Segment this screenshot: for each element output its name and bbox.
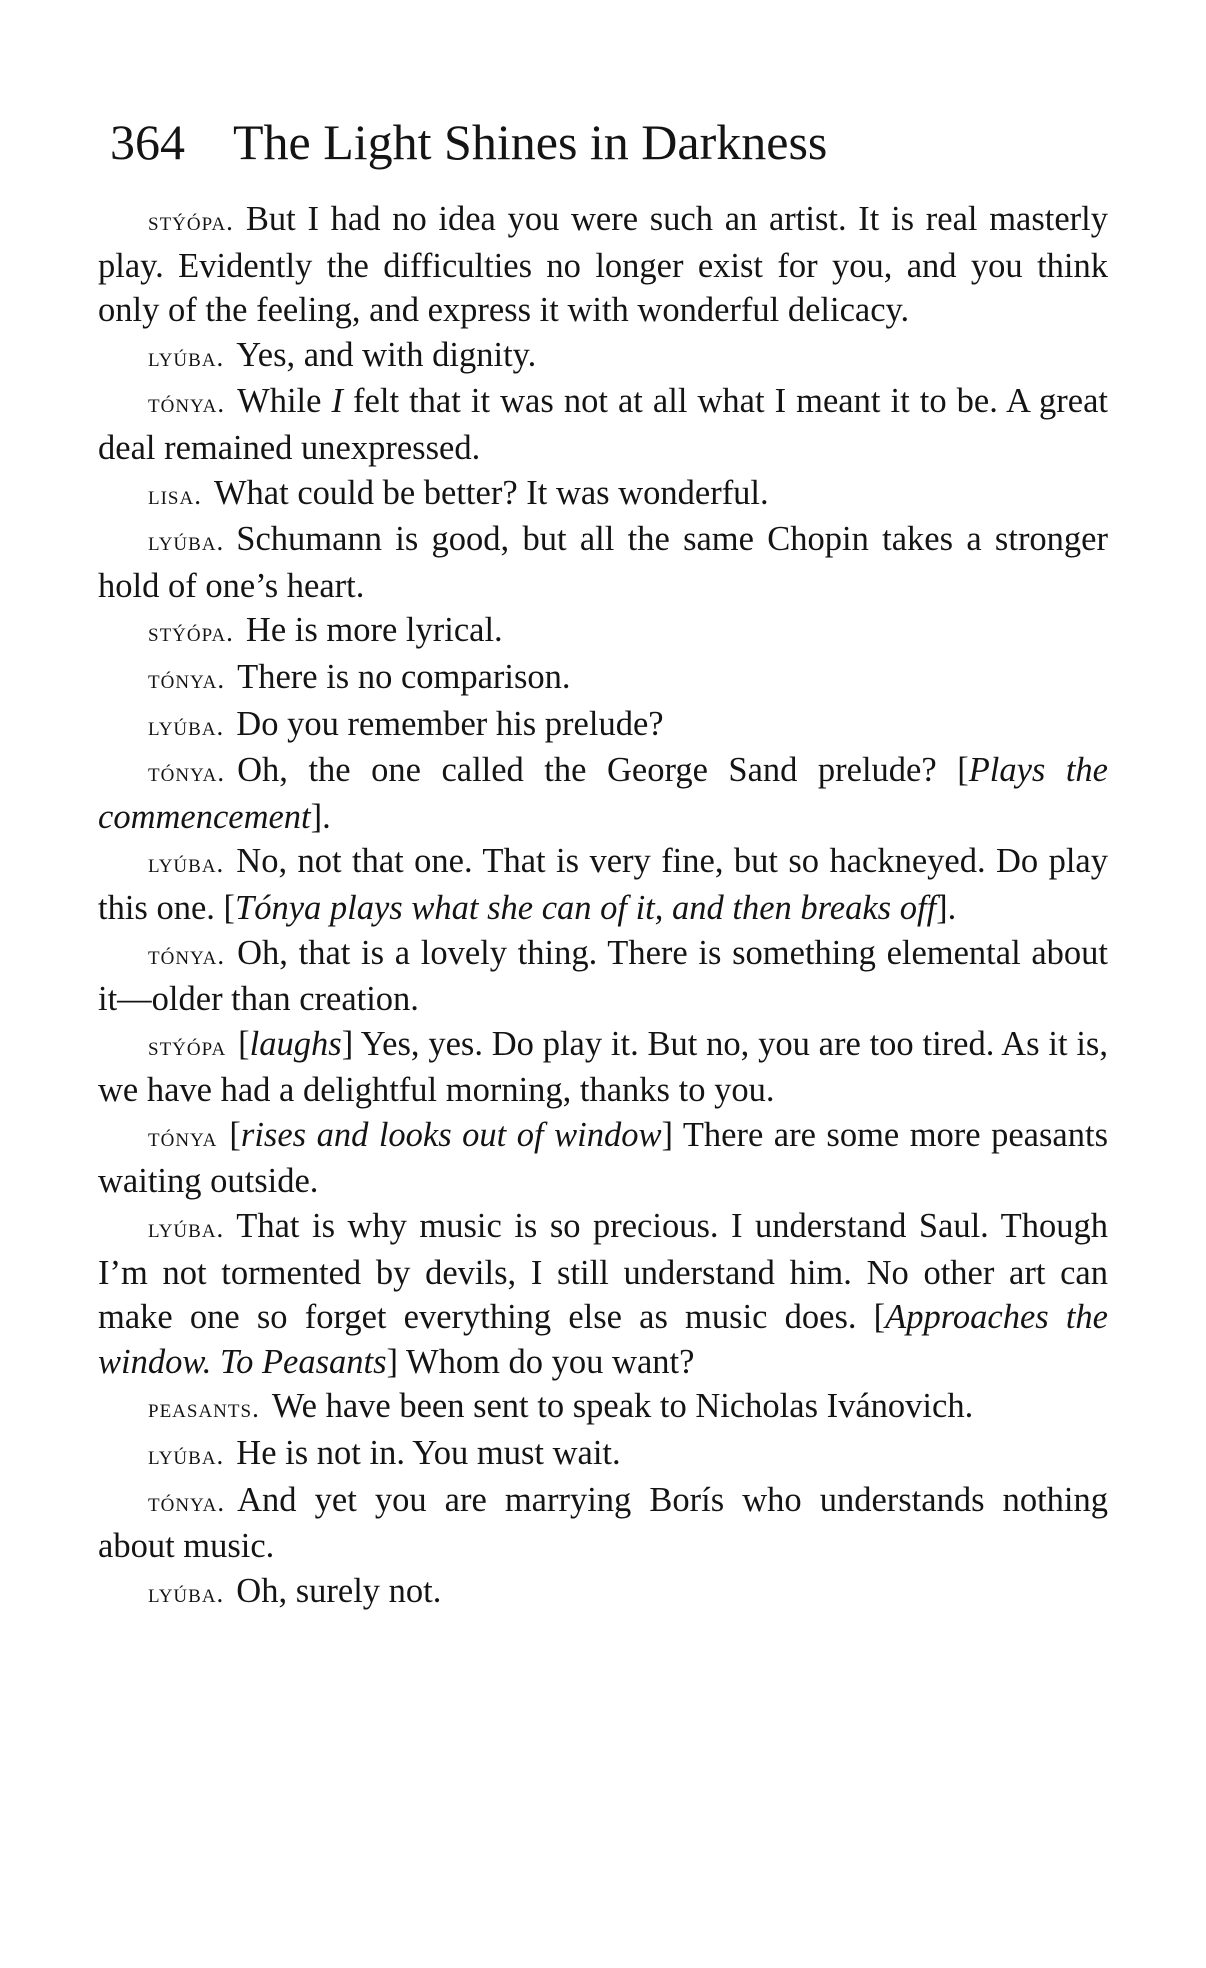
- speech-text: ] Whom do you want?: [386, 1342, 695, 1381]
- speech-text: That is why music is so precious. I understand Saul. Though I’m not tormented by devils, I still understand him. No other art can make one so forget everything else as music does. [: [98, 1207, 1108, 1337]
- speech-text: Schumann is good, but all the same Chopin takes a stronger hold of one’s heart.: [98, 520, 1108, 605]
- speech-paragraph: [98, 333, 1108, 380]
- speaker-name: tónya.: [148, 388, 226, 419]
- speech-paragraph: [98, 655, 1108, 702]
- speaker-name: tónya: [148, 1121, 218, 1152]
- speaker-name: tónya.: [148, 757, 226, 788]
- speaker-name: lyúba.: [148, 526, 225, 557]
- speech-text: There is no comparison.: [237, 657, 571, 696]
- speech-text: Do you remember his prelude?: [236, 704, 664, 743]
- page-header: [110, 112, 827, 172]
- speaker-name: lisa.: [148, 479, 202, 510]
- stage-direction: Approaches the window. To Peasants: [98, 1298, 1108, 1381]
- speaker-name: lyúba.: [148, 1440, 225, 1471]
- speech-text: ].: [310, 797, 331, 836]
- speech-text: Oh, surely not.: [236, 1571, 442, 1610]
- speech-text: While: [237, 382, 332, 421]
- speech-text: But I had no idea you were such an artist. It is real masterly play. Evidently the difficulties no longer exist for you, and you think only of the feeling, and express it with wonderful delicacy.: [98, 200, 1108, 330]
- speech-text: ] There are some more peasants waiting outside.: [98, 1115, 1108, 1201]
- stage-direction: Plays the commencement: [98, 751, 1108, 836]
- speaker-name: lyúba.: [148, 1577, 225, 1608]
- speech-text: ] Yes, yes. Do play it. But no, you are too tired. As it is, we have had a delightful morning, thanks to you.: [98, 1024, 1108, 1110]
- speaker-name: tónya.: [148, 663, 226, 694]
- speech-paragraph: [98, 748, 1108, 839]
- speech-paragraph: [98, 608, 1108, 655]
- speech-text: ].: [936, 888, 957, 927]
- speech-text: He is not in. You must wait.: [236, 1434, 621, 1473]
- speech-text: And yet you are marrying Borís who understands nothing about music.: [98, 1480, 1108, 1566]
- speech-text: Oh, that is a lovely thing. There is something elemental about it—older than creation.: [98, 933, 1108, 1019]
- speech-text: Yes, and with dignity.: [236, 335, 537, 374]
- speaker-name: lyúba.: [148, 710, 225, 741]
- speech-text: Oh, the one called the George Sand prelude? [: [237, 751, 969, 790]
- stage-direction: laughs: [249, 1024, 342, 1063]
- speaker-name: peasants.: [148, 1393, 260, 1424]
- speech-paragraph: [98, 197, 1108, 333]
- speaker-name: lyúba.: [148, 1213, 225, 1244]
- speech-text: We have been sent to speak to Nicholas Ivánovich.: [271, 1387, 974, 1426]
- speech-text: No, not that one. That is very fine, but so hackneyed. Do play this one. [: [98, 842, 1108, 927]
- speech-paragraph: [98, 471, 1108, 518]
- stage-direction: Tónya plays what she can of it, and then breaks off: [235, 888, 937, 927]
- speech-paragraph: [98, 1204, 1108, 1384]
- speaker-name: stýópa.: [148, 617, 234, 648]
- speech-text: [: [238, 1024, 250, 1063]
- stage-direction: rises and looks out of window: [240, 1115, 662, 1154]
- speech-text: [: [229, 1115, 241, 1154]
- speech-text: He is more lyrical.: [245, 611, 503, 650]
- speaker-name: tónya.: [148, 1486, 226, 1517]
- speaker-name: lyúba.: [148, 341, 225, 372]
- speaker-name: tónya.: [148, 939, 226, 970]
- speech-paragraph: [98, 1384, 1108, 1431]
- speech-paragraph: [98, 1569, 1108, 1616]
- speech-paragraph: [98, 1478, 1108, 1569]
- speech-paragraph: [98, 1113, 1108, 1204]
- speech-text: felt that it was not at all what I meant it to be. A great deal remained unexpressed.: [98, 382, 1109, 467]
- speaker-name: lyúba.: [148, 848, 225, 879]
- speech-paragraph: [98, 517, 1108, 608]
- speech-paragraph: [98, 839, 1108, 930]
- speech-paragraph: [98, 931, 1108, 1022]
- stage-direction: I: [331, 382, 343, 421]
- speech-paragraph: [98, 1431, 1108, 1478]
- speech-paragraph: [98, 1022, 1108, 1113]
- speech-paragraph: [98, 379, 1108, 470]
- running-title: The Light Shines in Darkness: [233, 114, 828, 170]
- speech-paragraph: [98, 702, 1108, 749]
- speaker-name: stýópa.: [148, 206, 234, 236]
- speech-text: What could be better? It was wonderful.: [213, 473, 769, 512]
- speaker-name: stýópa: [148, 1030, 227, 1061]
- dialogue-body: [98, 197, 1108, 1615]
- page-number: 364: [110, 114, 185, 170]
